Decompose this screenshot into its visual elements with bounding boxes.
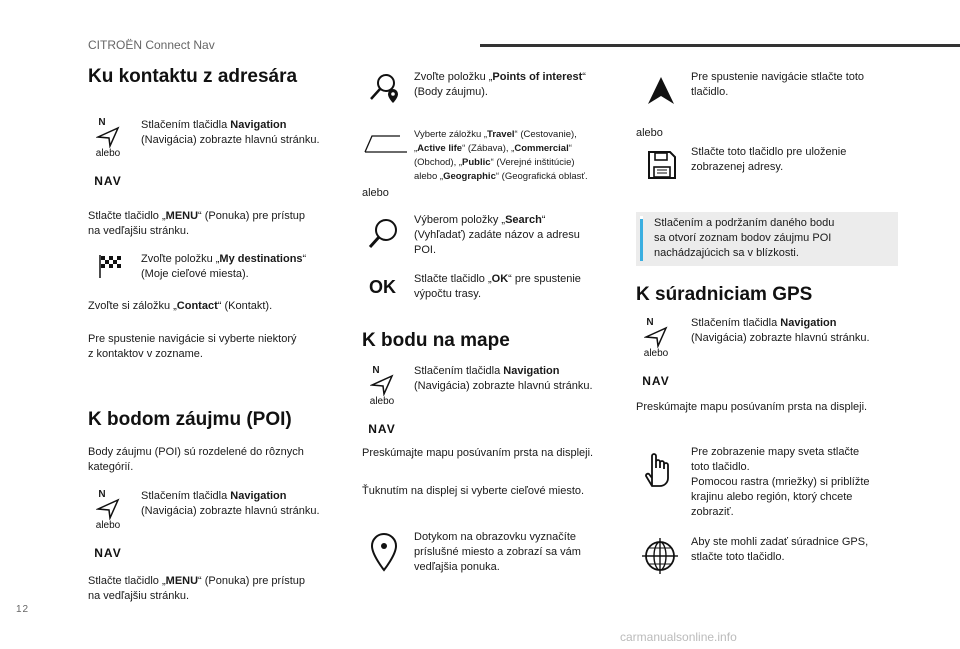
text-gps: Aby ste mohli zadať súradnice GPS, stlačte toto tlačidlo. bbox=[691, 536, 869, 563]
ok-icon: OK bbox=[369, 277, 396, 297]
navigation-arrow-icon bbox=[96, 126, 120, 148]
text-destinations: Zvoľte položku „My destinations“ (Moje cieľové miesta). bbox=[141, 253, 307, 280]
text-start-contact: Pre spustenie navigácie si vyberte niektorý z kontaktov v zozname. bbox=[88, 333, 297, 360]
heading-gps: K súradniciam GPS bbox=[636, 284, 813, 305]
text-or-2: alebo bbox=[362, 187, 389, 199]
text-nav-3: Stlačením tlačidla Navigation (Navigácia) zobrazte hlavnú stránku. bbox=[414, 365, 593, 392]
text-save: Stlačte toto tlačidlo pre uloženie zobrazenej adresy. bbox=[691, 146, 847, 173]
info-accent-bar bbox=[640, 217, 643, 261]
nav-label: NAV bbox=[94, 546, 122, 560]
nav-icon-block bbox=[88, 118, 128, 188]
text-grid: Pre zobrazenie mapy sveta stlačte toto tlačidlo. Pomocou rastra (mriežky) si priblížte krajinu alebo región, ktorý chcete zobraziť. bbox=[691, 446, 870, 518]
alebo-label: alebo bbox=[369, 396, 395, 407]
text-menu-1: Stlačte tlačidlo „MENU“ (Ponuka) pre prístup na vedľajšiu stránku. bbox=[88, 210, 306, 237]
header-bar bbox=[480, 44, 960, 47]
navigation-arrow-icon bbox=[370, 374, 394, 396]
nav-n-label: N bbox=[372, 365, 380, 376]
location-pin-icon bbox=[370, 532, 398, 572]
text-menu-2: Stlačte tlačidlo „MENU“ (Ponuka) pre prístup na vedľajšiu stránku. bbox=[88, 575, 306, 602]
nav-n-label: N bbox=[646, 317, 654, 328]
text-pin: Dotykom na obrazovku vyznačíte príslušné miesto a zobrazí sa vám vedľajšia ponuka. bbox=[414, 531, 581, 573]
text-or-3: alebo bbox=[636, 127, 663, 139]
gps-globe-icon bbox=[640, 536, 680, 576]
navigation-arrow-icon bbox=[96, 498, 120, 520]
nav-icon-block-4 bbox=[636, 318, 676, 388]
alebo-label: alebo bbox=[95, 520, 121, 531]
text-ok: Stlačte tlačidlo „OK“ pre spustenie výpočtu trasy. bbox=[414, 273, 581, 300]
navigation-arrow-icon bbox=[644, 326, 668, 348]
nav-label: NAV bbox=[94, 174, 122, 188]
points-of-interest-icon bbox=[366, 72, 402, 108]
text-contact: Zvoľte si záložku „Contact“ (Kontakt). bbox=[88, 300, 273, 312]
alebo-label: alebo bbox=[643, 348, 669, 359]
nav-label: NAV bbox=[642, 374, 670, 388]
text-search: Výberom položky „Search“ (Vyhľadať) zadáte názov a adresu POI. bbox=[414, 214, 580, 256]
text-nav-1: Stlačením tlačidla Navigation (Navigácia) zobrazte hlavnú stránku. bbox=[141, 119, 320, 146]
heading-map-point: K bodu na mape bbox=[362, 330, 510, 351]
text-poi-item: Zvoľte položku „Points of interest“ (Body záujmu). bbox=[414, 71, 586, 98]
text-nav-2: Stlačením tlačidla Navigation (Navigácia) zobrazte hlavnú stránku. bbox=[141, 490, 320, 517]
start-navigation-icon bbox=[647, 76, 675, 106]
text-explore-2: Preskúmajte mapu posúvaním prsta na displeji. bbox=[362, 447, 594, 459]
hand-grid-icon bbox=[643, 452, 677, 488]
tabs-bar-icon bbox=[364, 132, 408, 154]
nav-icon-block-2 bbox=[88, 490, 128, 560]
text-nav-4: Stlačením tlačidla Navigation (Navigácia) zobrazte hlavnú stránku. bbox=[691, 317, 870, 344]
info-icon bbox=[640, 216, 643, 219]
watermark: carmanualsonline.info bbox=[620, 630, 737, 644]
search-icon bbox=[366, 217, 400, 251]
text-poi-categories: Body záujmu (POI) sú rozdelené do rôznych kategórií. bbox=[88, 446, 304, 473]
nav-n-label: N bbox=[98, 489, 106, 500]
heading-contact: Ku kontaktu z adresára bbox=[88, 66, 298, 87]
text-go: Pre spustenie navigácie stlačte toto tlačidlo. bbox=[691, 71, 865, 98]
heading-poi: K bodom záujmu (POI) bbox=[88, 409, 292, 430]
nav-n-label: N bbox=[98, 117, 106, 128]
text-tap: Ťuknutím na displej si vyberte cieľové miesto. bbox=[362, 485, 585, 497]
header-brand: CITROËN Connect Nav bbox=[88, 38, 215, 52]
text-explore-3: Preskúmajte mapu posúvaním prsta na displeji. bbox=[636, 401, 868, 413]
info-text: Stlačením a podržaním daného bodu sa otvorí zoznam bodov záujmu POI nachádzajúcich sa v blízkosti. bbox=[654, 217, 835, 259]
nav-label: NAV bbox=[368, 422, 396, 436]
info-box bbox=[636, 212, 898, 266]
nav-icon-block-3 bbox=[362, 366, 402, 436]
save-floppy-icon bbox=[647, 150, 677, 180]
alebo-label: alebo bbox=[95, 148, 121, 159]
checkered-flag-icon bbox=[97, 253, 123, 279]
page-number: 12 bbox=[16, 604, 30, 615]
text-tabs: Vyberte záložku „Travel“ (Cestovanie), „Active life“ (Zábava), „Commercial“ (Obchod), „Public“ (Verejné inštitúcie) alebo „Geographic“ (Geografická oblasť. bbox=[414, 129, 588, 182]
